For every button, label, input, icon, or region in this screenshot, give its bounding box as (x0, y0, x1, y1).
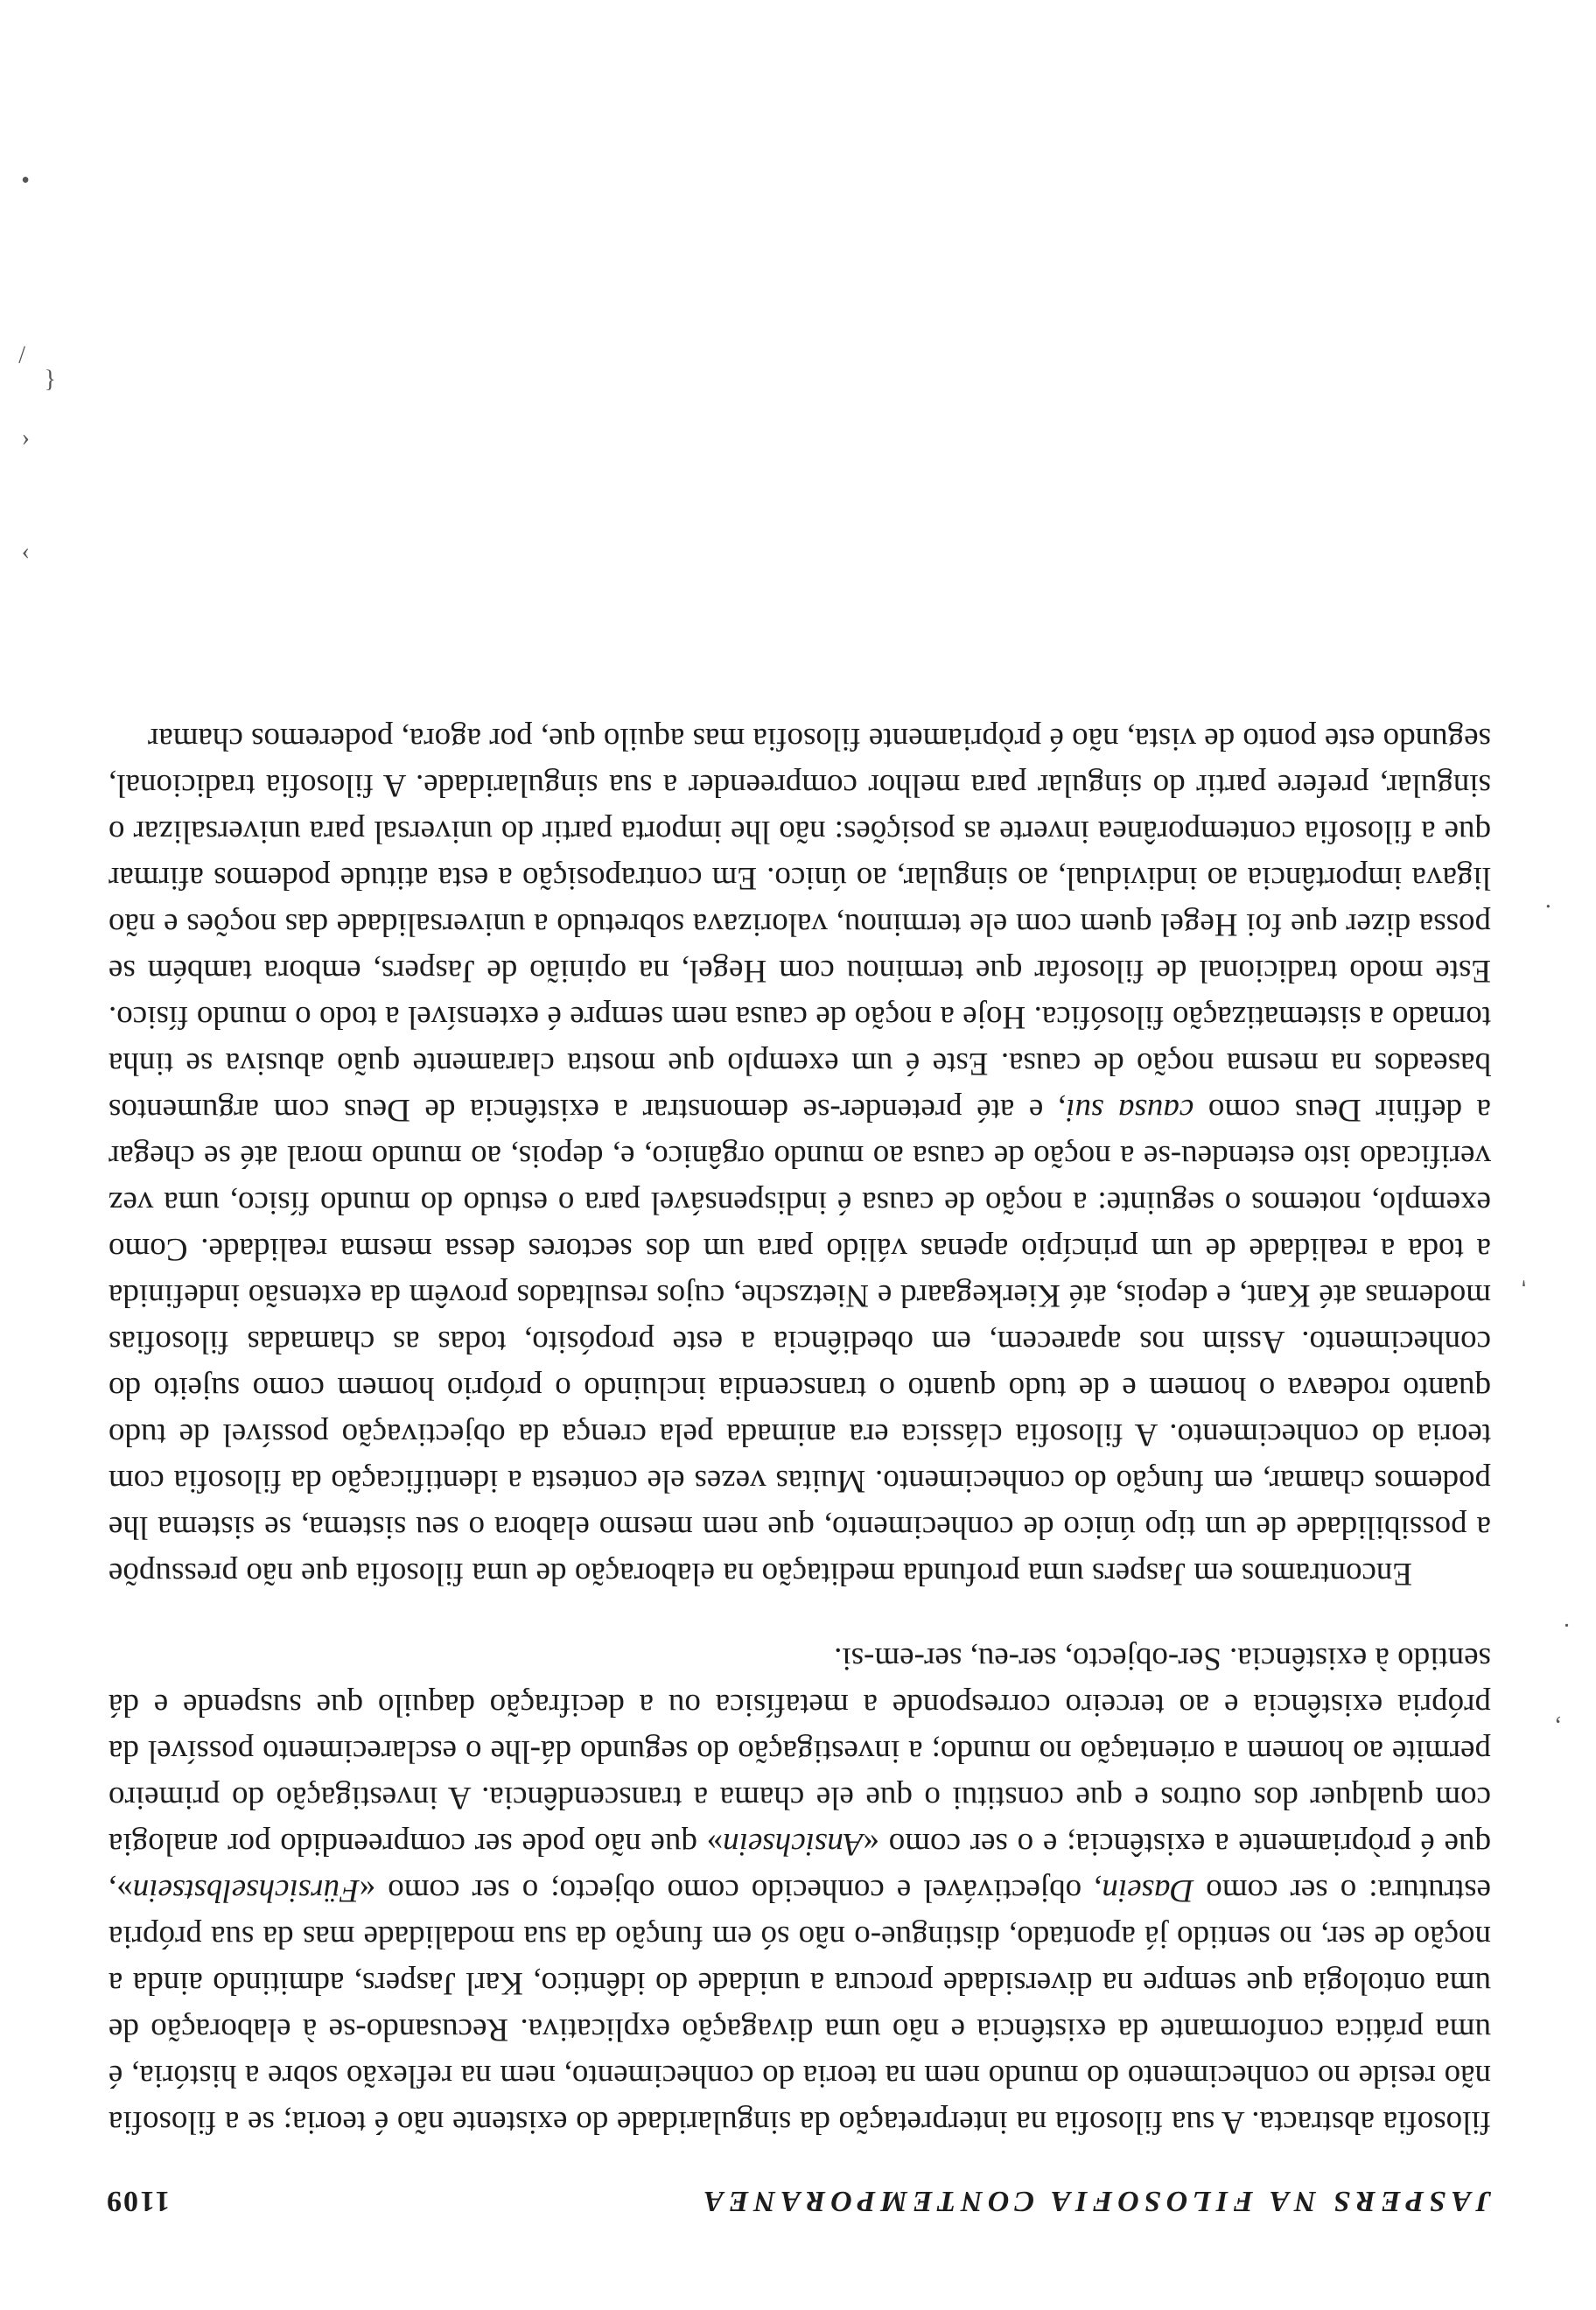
margin-mark: . (1564, 1618, 1570, 1645)
running-title: JASPERS NA FILOSOFIA CONTEMPORANEA (698, 2185, 1491, 2217)
paragraph-2-text: , e até pretender-se demonstrar a existência de Deus com argumentos baseados na mesma noção de causa. Este é um exemplo que mostra claramente quão abusiva se tinha tornado a sistematização filosófica. Hoje a noção de causa nem sempre é extensível a todo o mundo físico. Este modo tradicional de filosofar que terminou com Hegel, na opinião de Jaspers, embora também se possa dizer que foi Hegel quem com ele terminou, valorizava sobretudo a universalidade das noções e não ligava importância ao individual, ao singular, ao único. Em contraposição a esta atitude podemos afirmar que a filosofia contemporânea inverte as posições: não lhe importa partir do universal para universalizar o singular, prefere partir do singular para melhor compreender a sua singularidade. A filosofia tradicional, segundo este ponto de vista, não é pròpriamente filosofia mas aquilo que, por agora, poderemos chamar (108, 721, 1491, 1128)
body-text (108, 716, 1491, 2146)
term-ansichsein: Ansichsein (723, 1826, 864, 1862)
margin-mark: › (21, 542, 30, 569)
margin-mark: ' (1521, 1264, 1526, 1291)
paragraph-2 (108, 716, 1491, 1597)
page-number: 1109 (105, 2185, 171, 2217)
term-dasein: Dasein (1102, 1872, 1194, 1908)
margin-mark: ‹ (21, 428, 30, 455)
paragraph-1 (108, 1635, 1491, 2146)
margin-mark: • (21, 165, 30, 192)
paragraph-1-text: , objectivável e conhecido como objecto; o ser como « (359, 1872, 1102, 1908)
paragraph-1-text: », que é pròpriamente a existência; e o ser como « (108, 1826, 1491, 1908)
page-header (105, 2165, 1491, 2217)
paragraph-2-text: Encontramos em Jaspers uma profunda meditação na elaboração de uma filosofia que não pressupõe a possibilidade de um tipo único de conhecimento, que nem mesmo elabora o seu sistema, se sistema lhe podemos chamar, em função do conhecimento. Muitas vezes ele contesta a identificação da filosofia com teoria do conhecimento. A filosofia clássica era animada pela crença da objectivação possível de tudo quanto rodeava o homem e de tudo quanto o transcendia incluindo o próprio homem como sujeito do conhecimento. Assim nos aparecem, em obediência a este propósito, todas as chamadas filosofias modernas até Kant, e depois, até Kierkegaard e Nietzsche, cujos resultados provêm da extensão indefinida a toda a realidade de um princípio apenas válido para um dos sectores dessa mesma realidade. Como exemplo, notemos o seguinte: a noção de causa é indispensável para o estudo do mundo físico, uma vez verificado isto estendeu-se a noção de causa ao mundo orgânico, e, depois, ao mundo moral até se chegar a definir Deus como (108, 1092, 1491, 1592)
margin-mark: , (1555, 1714, 1561, 1741)
margin-mark: / (18, 340, 25, 368)
paragraph-1-text: filosofia abstracta. A sua filosofia na interpretação da singularidade do existente não é teoria; se a filosofia não reside no conhecimento do mundo nem na teoria do conhecimento, nem na reflexão sobre a história, é uma prática conformante da existência e não uma divagação explicativa. Recusando-se à elaboração de uma ontologia que sempre na diversidade procura a unidade do idêntico, Karl Jaspers, admitindo ainda a noção de ser, no sentido já apontado, distingue-o não só em função da sua modalidade mas da sua própria estrutura: o ser como (108, 1872, 1491, 2140)
term-causa-sui: causa sui (1066, 1092, 1194, 1128)
term-fursichselbstsein: Fürsichselbstsein (132, 1872, 360, 1908)
margin-mark: · (1544, 892, 1552, 919)
margin-mark: { (44, 367, 56, 394)
paragraph-1-text: » que não pode ser compreendido por analogia com qualquer dos outros e que constitui o que ele chama a transcendência. A investigação do primeiro permite ao homem a orientação no mundo; a investigação do segundo dá-lhe o esclarecimento possível da própria existência e ao terceiro corresponde a metafísica ou a decifração daquilo que suspende e dá sentido à existência. Ser-objecto, ser-eu, ser-em-si. (108, 1641, 1491, 1862)
